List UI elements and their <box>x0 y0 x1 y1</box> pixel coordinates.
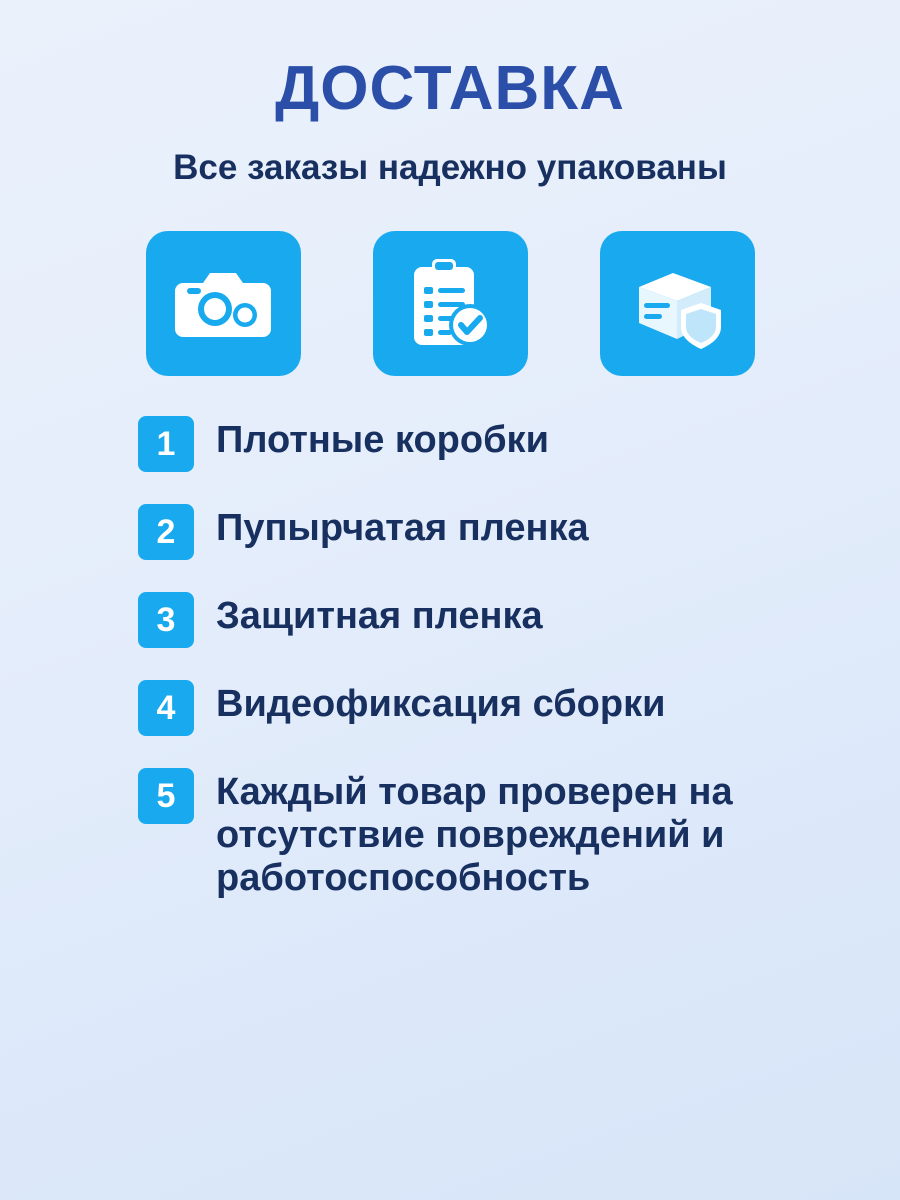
page-title: ДОСТАВКА <box>275 54 625 123</box>
camera-icon <box>175 263 271 345</box>
step-label: Защитная пленка <box>216 595 543 638</box>
icon-row <box>146 231 755 376</box>
list-item <box>138 504 589 560</box>
list-item <box>138 416 549 472</box>
box-shield-icon <box>627 259 727 349</box>
icon-tile-camera <box>146 231 301 376</box>
step-number-badge: 5 <box>138 768 194 824</box>
page-subtitle: Все заказы надежно упакованы <box>173 148 727 188</box>
packaging-steps-list <box>40 416 860 932</box>
list-item <box>138 592 543 648</box>
step-number-badge: 2 <box>138 504 194 560</box>
step-label: Видеофиксация сборки <box>216 683 666 726</box>
step-number-badge: 1 <box>138 416 194 472</box>
icon-tile-box <box>600 231 755 376</box>
step-label: Плотные коробки <box>216 419 549 462</box>
icon-tile-clipboard <box>373 231 528 376</box>
list-item <box>138 768 860 900</box>
step-number-badge: 3 <box>138 592 194 648</box>
clipboard-check-icon <box>404 255 496 353</box>
step-label: Каждый товар проверен на отсутствие повреждений и работоспособность <box>216 771 733 899</box>
step-label: Пупырчатая пленка <box>216 507 589 550</box>
list-item <box>138 680 666 736</box>
step-number-badge: 4 <box>138 680 194 736</box>
